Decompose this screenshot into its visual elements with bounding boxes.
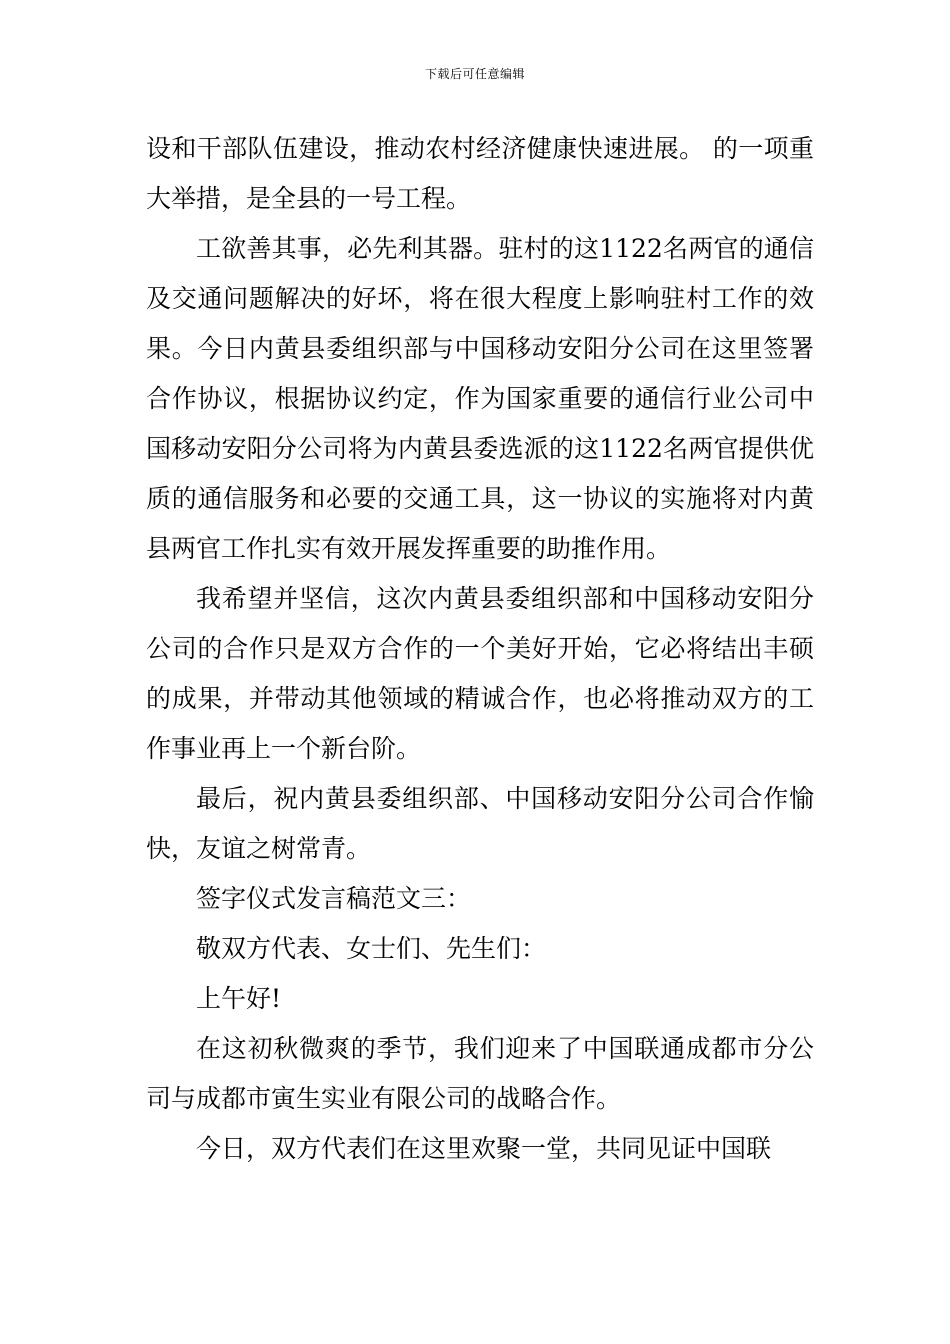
salutation: 敬双方代表、女士们、先生们： [196,934,547,963]
paragraph-3: 我希望并坚信，这次内黄县委组织部和中国移动安阳分公司的合作只是双方合作的一个美好开始，它必将结出丰硕的成果，并带动其他领域的精诚合作，也必将推动双方的工作事业再上一个新台阶。 [146,584,814,763]
paragraph-6: 今日，双方代表们在这里欢聚一堂，共同见证中国联 [196,1134,772,1163]
paragraph-1: 设和干部队伍建设，推动农村经济健康快速进展。 的一项重大举措，是全县的一号工程。 [146,134,814,213]
page-header [0,66,950,82]
section-heading: 签字仪式发言稿范文三： [196,884,472,913]
paragraph-4: 最后，祝内黄县委组织部、中国移动安阳分公司合作愉快，友谊之树常青。 [146,784,814,863]
paragraph-5: 在这初秋微爽的季节，我们迎来了中国联通成都市分公司与成都市寅生实业有限公司的战略合作。 [146,1034,814,1113]
paragraph-2: 工欲善其事，必先利其器。驻村的这1122名两官的通信及交通问题解决的好坏，将在很大程度上影响驻村工作的效果。今日内黄县委组织部与中国移动安阳分公司在这里签署合作协议，根据协议约定，作为国家重要的通信行业公司中国移动安阳分公司将为内黄县委选派的这1122名两官提供优质的通信服务和必要的交通工具，这一协议的实施将对内黄县两官工作扎实有效开展发挥重要的助推作用。 [146,234,814,563]
header-text: 下载后可任意编辑 [424,67,525,81]
document-body [146,124,814,1174]
greeting: 上午好! [196,984,282,1013]
